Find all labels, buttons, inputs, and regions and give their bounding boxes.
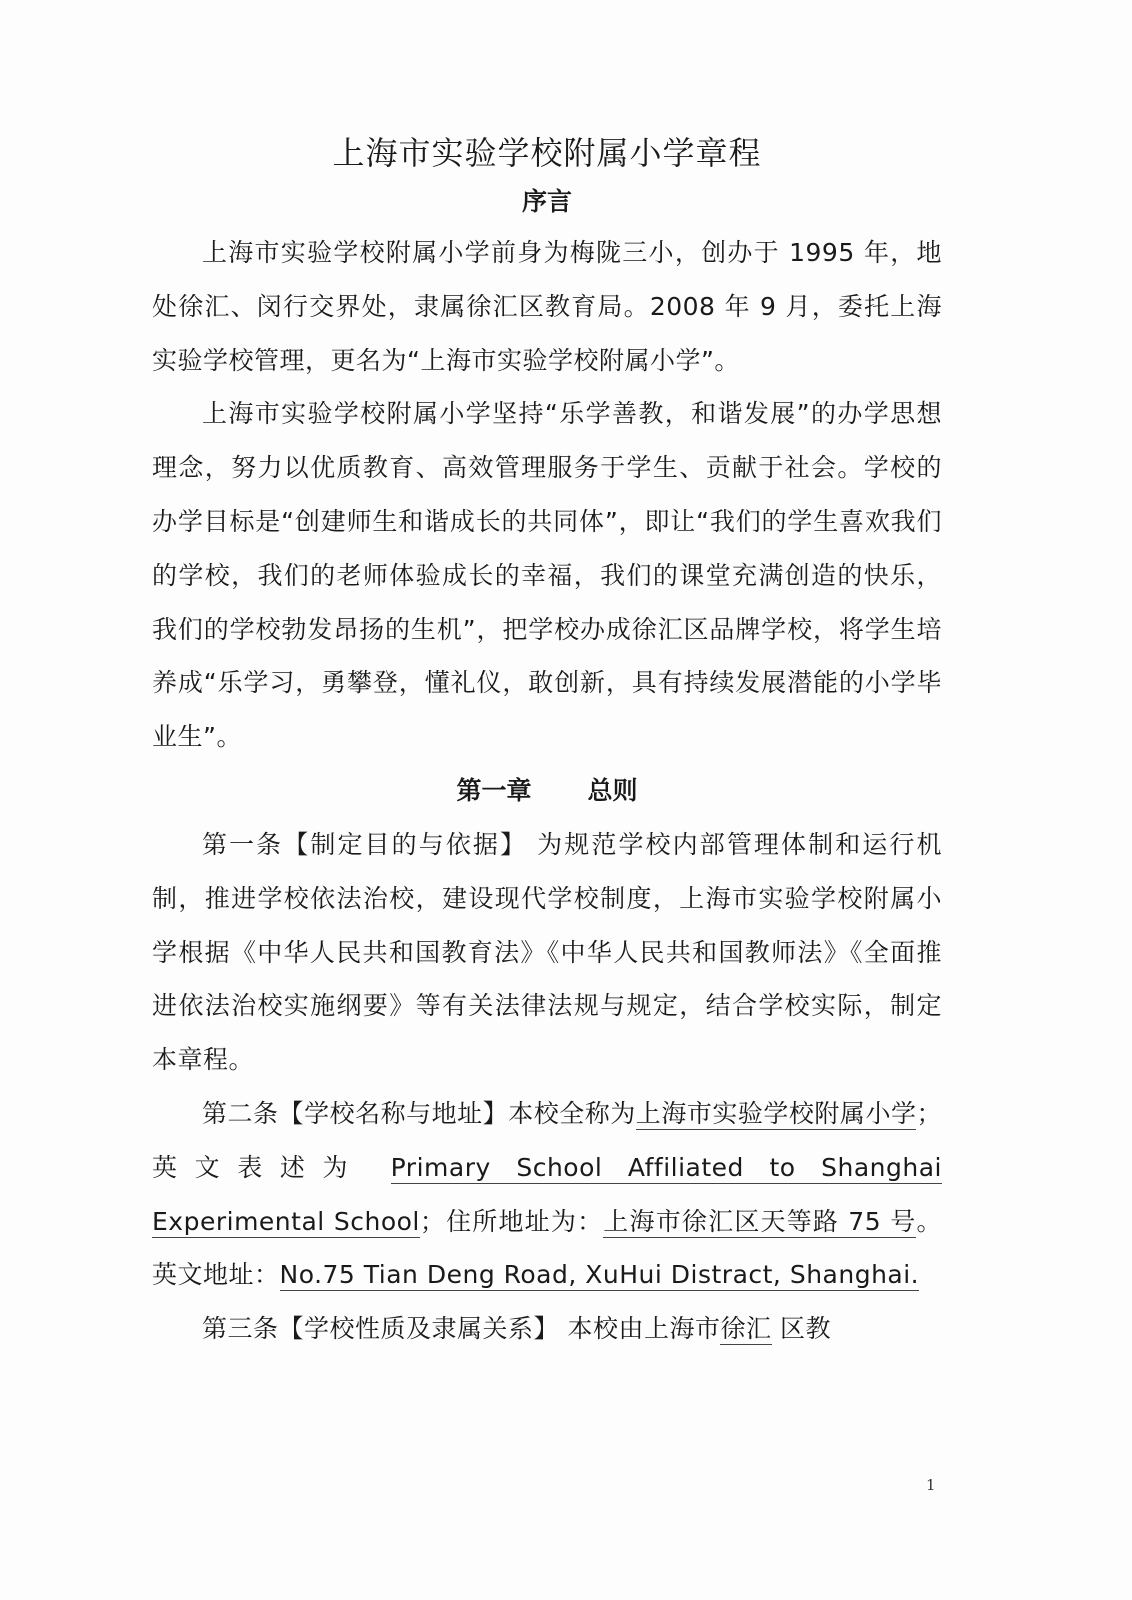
preface-paragraph-2: 上海市实验学校附属小学坚持“乐学善教，和谐发展”的办学思想理念，努力以优质教育、高效管理服务于学生、贡献于社会。学校的办学目标是“创建师生和谐成长的共同体”，即让“我们的学生喜欢我们的学校，我们的老师体验成长的幸福，我们的课堂充满创造的快乐，我们的学校勃发昂扬的生机”，把学校办成徐汇区品牌学校，将学生培养成“乐学习，勇攀登，懂礼仪，敢创新，具有持续发展潜能的小学毕业生”。 — [152, 399, 942, 752]
document-title: 上海市实验学校附属小学章程 — [332, 134, 762, 172]
article-2-text-1: 本校全称为 — [508, 1098, 636, 1128]
preface-heading: 序言 — [521, 187, 572, 216]
document-body — [152, 128, 942, 1356]
article-3-text-1: 本校由上海市 — [567, 1314, 721, 1344]
school-full-name: 上海市实验学校附属小学 — [635, 1098, 917, 1128]
article-3-label: 第三条【学校性质及隶属关系】 — [202, 1314, 560, 1344]
article-1-label: 第一条【制定目的与依据】 — [202, 829, 528, 859]
article-1 — [152, 818, 942, 1087]
preface-paragraph-1: 上海市实验学校附属小学前身为梅陇三小，创办于 1995 年，地处徐汇、闵行交界处，隶属徐汇区教育局。2008 年 9 月，委托上海实验学校管理，更名为“上海市实验学校附属小学”。 — [152, 238, 942, 375]
article-2-text-4: 。英文地址： — [152, 1206, 942, 1290]
school-english-name: Primary School Affiliated to Shanghai Experimental School — [152, 1152, 942, 1236]
article-3 — [152, 1302, 942, 1356]
article-3-text-2: 区教 — [779, 1314, 831, 1344]
article-1-text: 为规范学校内部管理体制和运行机制，推进学校依法治校，建设现代学校制度，上海市实验学校附属小学根据《中华人民共和国教育法》《中华人民共和国教师法》《全面推进依法治校实施纲要》等有关法律法规与规定，结合学校实际，制定本章程。 — [152, 829, 942, 1075]
page-number: 1 — [926, 1476, 936, 1494]
chapter-heading — [152, 764, 942, 818]
chapter-number: 第一章 — [456, 775, 532, 805]
article-2 — [152, 1087, 942, 1302]
chapter-name: 总则 — [587, 775, 638, 805]
article-2-text-2: ；英文表述为 — [152, 1098, 942, 1182]
school-english-address: No.75 Tian Deng Road, XuHui Distract, Shanghai. — [279, 1260, 920, 1290]
article-2-text-3: ；住所地址为： — [419, 1206, 604, 1236]
article-2-label: 第二条【学校名称与地址】 — [202, 1098, 509, 1128]
school-address: 上海市徐汇区天等路 75 号 — [603, 1206, 917, 1236]
district-name: 徐汇 — [720, 1314, 772, 1344]
